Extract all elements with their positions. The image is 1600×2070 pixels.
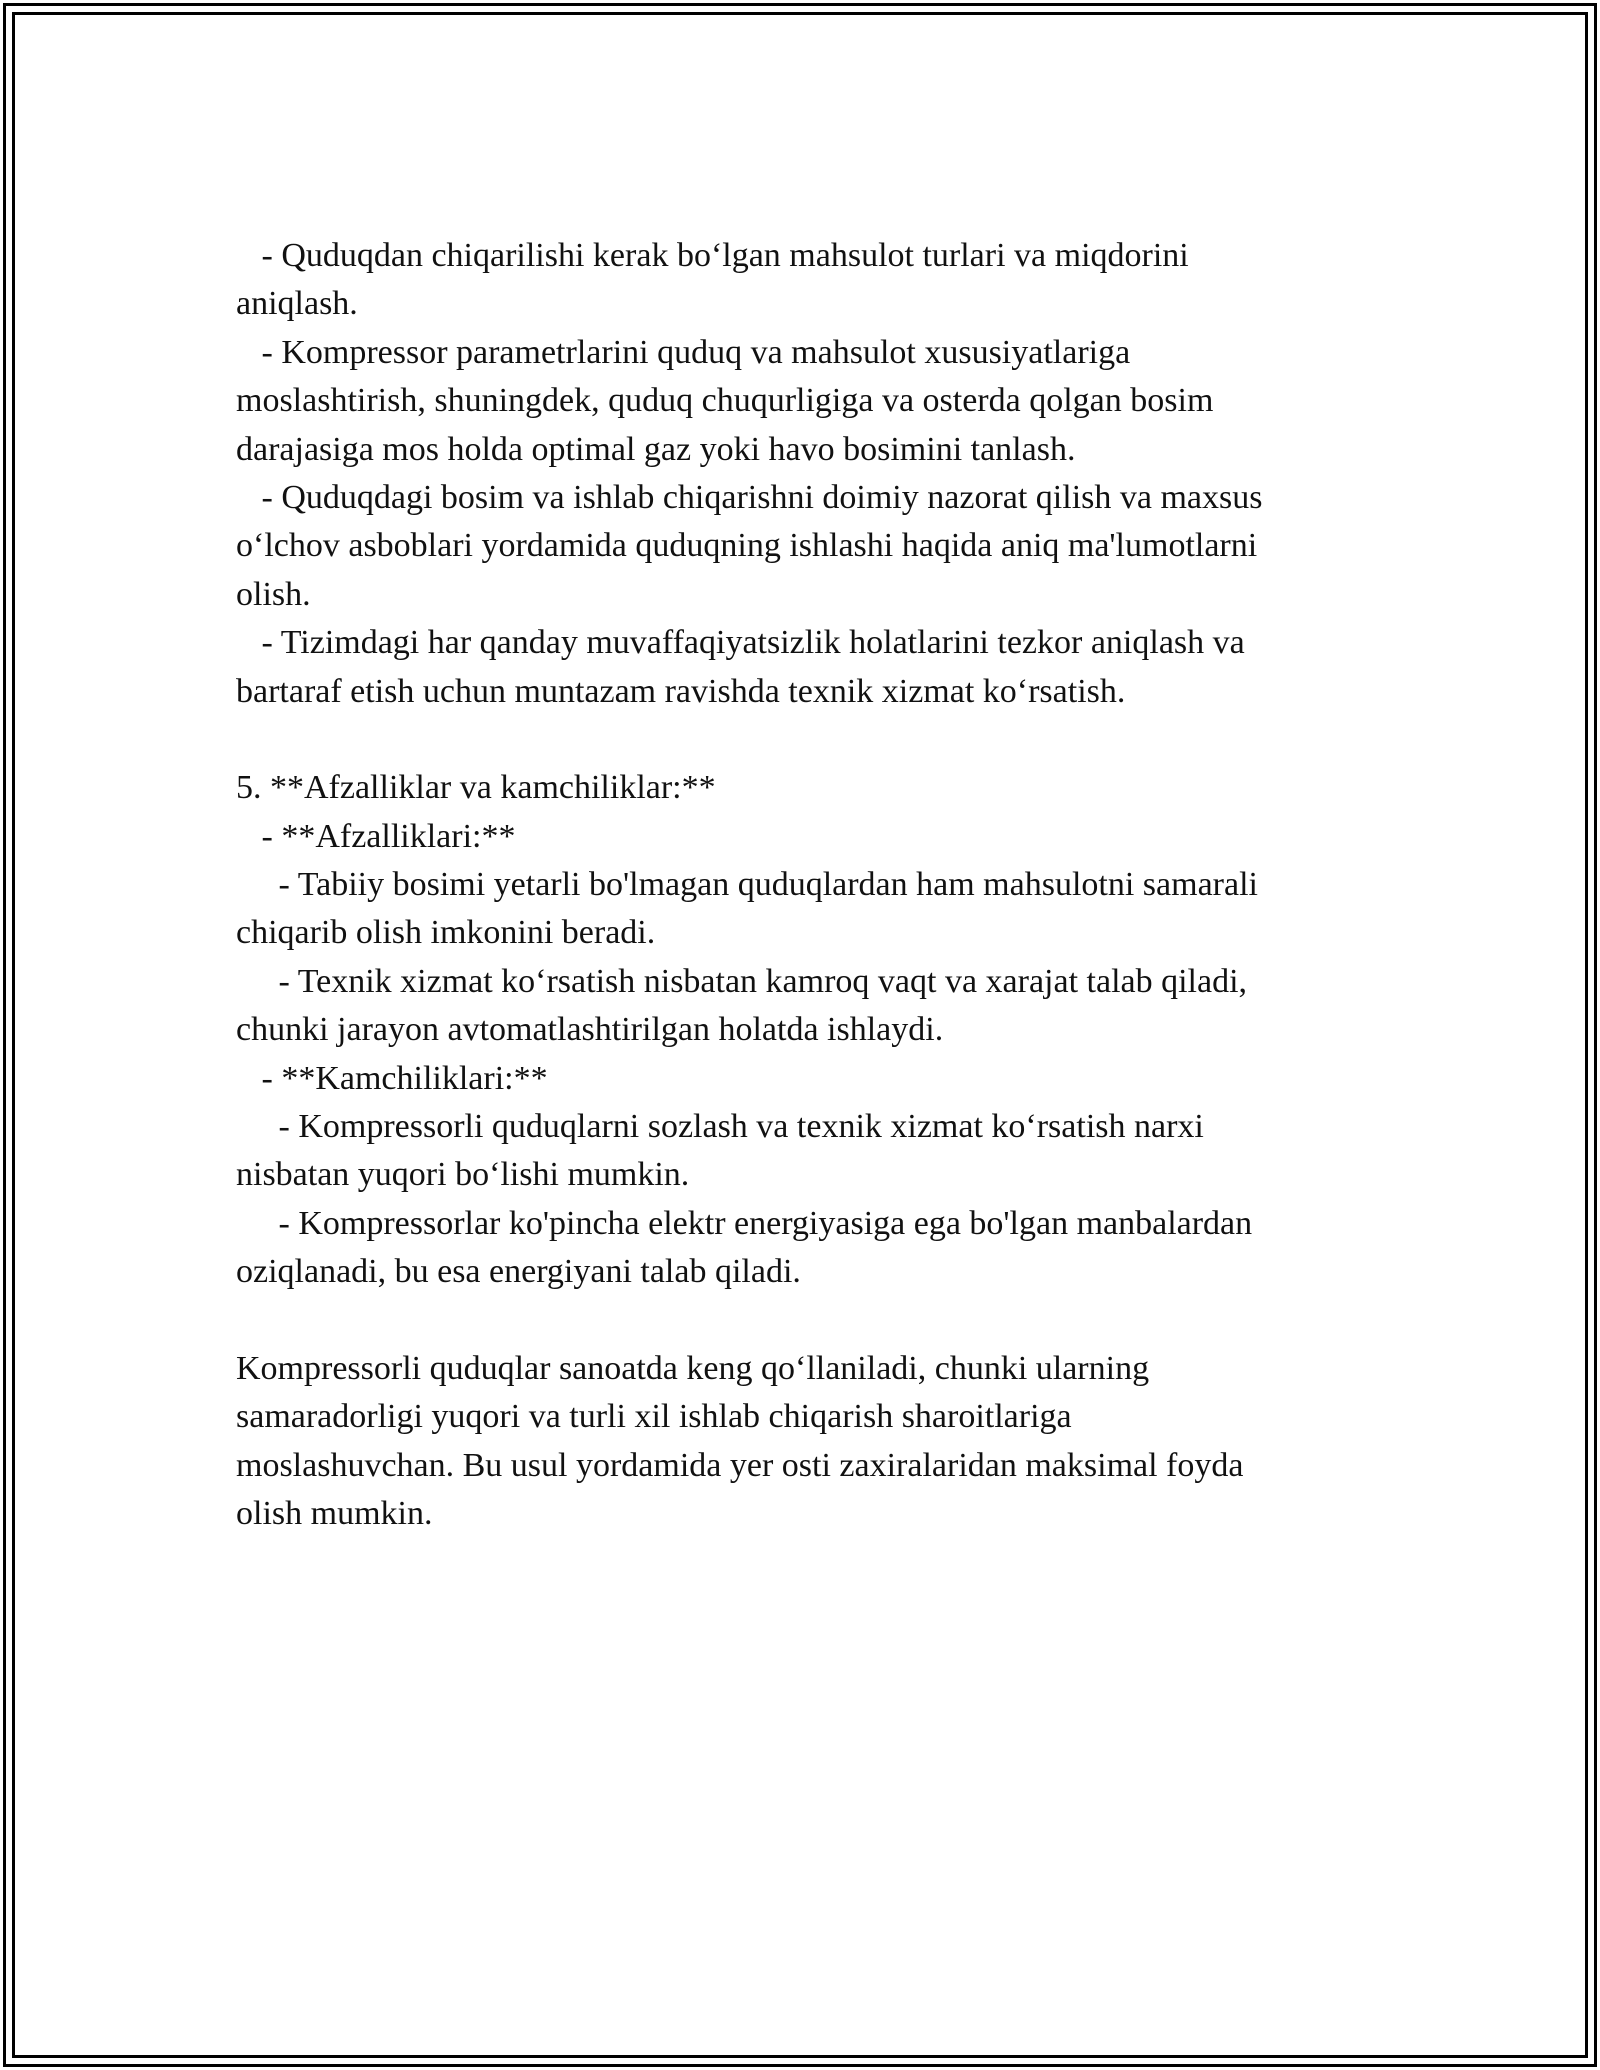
section-heading: 5. **Afzalliklar va kamchiliklar:** [236, 769, 716, 807]
conclusion-line: olish mumkin. [236, 1495, 433, 1533]
text-line: olish. [236, 575, 311, 613]
text-line: - Kompressorlar ko'pincha elektr energiyasiga ega bo'lgan manbalardan [236, 1204, 1253, 1242]
text-line: aniqlash. [236, 285, 358, 323]
text-line: - Tabiiy bosimi yetarli bo'lmagan quduqlardan ham mahsulotni samarali [236, 866, 1258, 904]
text-line: moslashtirish, shuningdek, quduq chuqurligiga va osterda qolgan bosim [236, 382, 1214, 420]
text-line: oziqlanadi, bu esa energiyani talab qiladi. [236, 1253, 801, 1291]
subheading-advantages: - **Afzalliklari:** [236, 817, 516, 855]
text-line: - Kompressor parametrlarini quduq va mahsulot xususiyatlariga [236, 333, 1131, 371]
conclusion-line: samaradorligi yuqori va turli xil ishlab chiqarish sharoitlariga [236, 1398, 1072, 1436]
text-line: bartaraf etish uchun muntazam ravishda texnik xizmat ko‘rsatish. [236, 672, 1126, 710]
blank-line [236, 1297, 1366, 1345]
document-body [236, 232, 1366, 1539]
text-line: - Quduqdagi bosim va ishlab chiqarishni doimiy nazorat qilish va maxsus [236, 478, 1263, 516]
text-line: - Texnik xizmat ko‘rsatish nisbatan kamroq vaqt va xarajat talab qiladi, [236, 962, 1248, 1000]
conclusion-line: Kompressorli quduqlar sanoatda keng qo‘llaniladi, chunki ularning [236, 1349, 1150, 1387]
text-line: - Kompressorli quduqlarni sozlash va texnik xizmat ko‘rsatish narxi [236, 1108, 1204, 1146]
conclusion-line: moslashuvchan. Bu usul yordamida yer osti zaxiralaridan maksimal foyda [236, 1446, 1244, 1484]
blank-line [236, 716, 1366, 764]
text-line: - Tizimdagi har qanday muvaffaqiyatsizlik holatlarini tezkor aniqlash va [236, 624, 1245, 662]
text-line: chiqarib olish imkonini beradi. [236, 914, 656, 952]
text-line: o‘lchov asboblari yordamida quduqning ishlashi haqida aniq ma'lumotlarni [236, 527, 1258, 565]
text-line: darajasiga mos holda optimal gaz yoki havo bosimini tanlash. [236, 430, 1076, 468]
text-line: - Quduqdan chiqarilishi kerak bo‘lgan mahsulot turlari va miqdorini [236, 237, 1189, 274]
subheading-disadvantages: - **Kamchiliklari:** [236, 1059, 548, 1097]
text-line: chunki jarayon avtomatlashtirilgan holatda ishlaydi. [236, 1011, 944, 1049]
text-line: nisbatan yuqori bo‘lishi mumkin. [236, 1156, 690, 1194]
